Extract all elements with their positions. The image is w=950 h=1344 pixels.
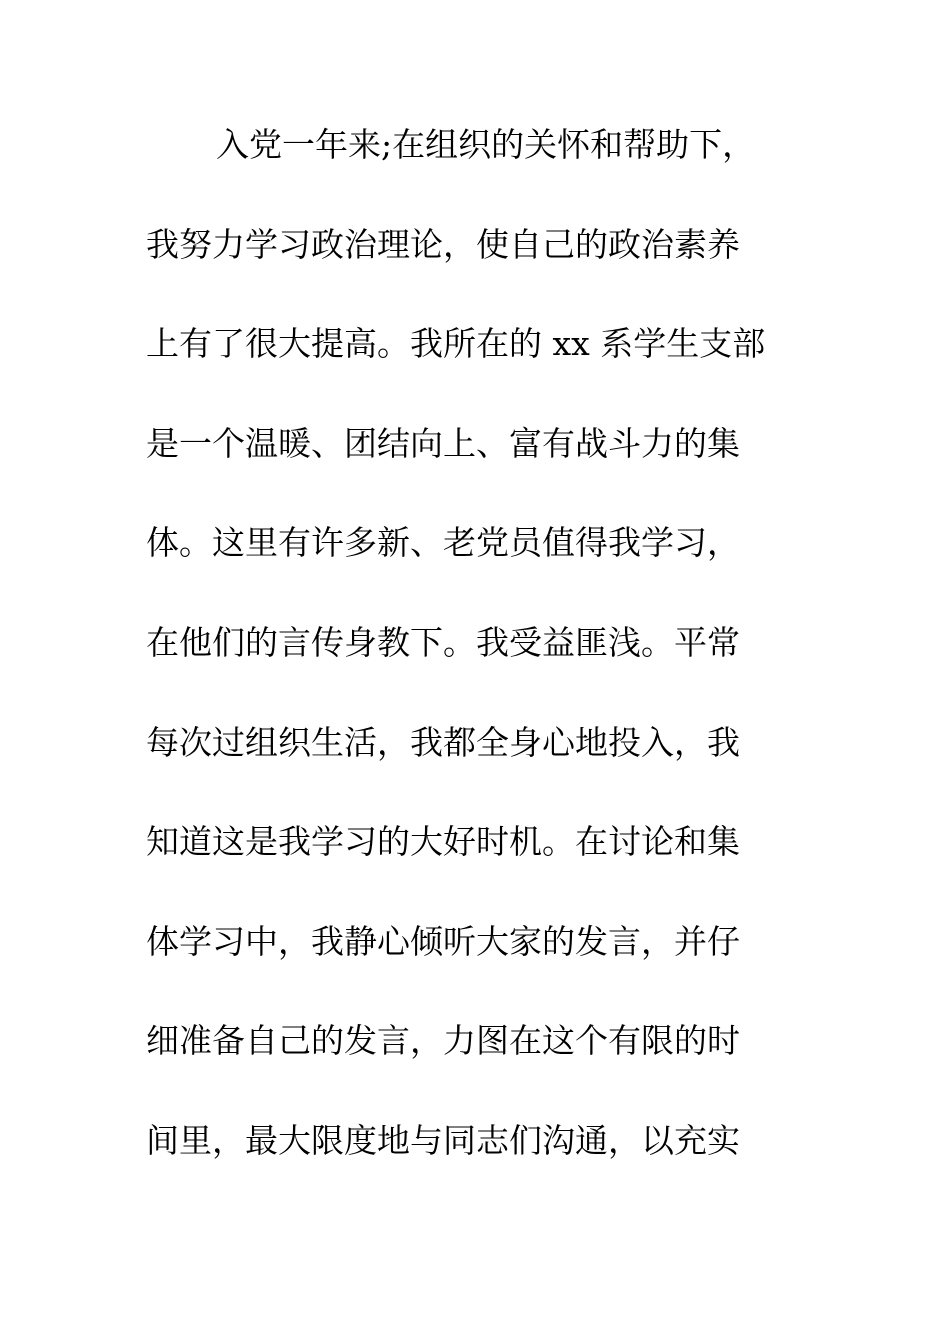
text-line: 我努力学习政治理论，使自己的政治素养 (146, 224, 740, 264)
text-line: 每次过组织生活，我都全身心地投入，我 (146, 722, 740, 762)
text-line: 间里，最大限度地与同志们沟通，以充实 (146, 1120, 740, 1160)
text-line: 体学习中，我静心倾听大家的发言，并仔 (146, 921, 740, 961)
text-line: 体。这里有许多新、老党员值得我学习， (146, 523, 740, 563)
text-line: 上有了很大提高。我所在的 xx 系学生支部 (146, 324, 766, 364)
text-line: 在他们的言传身教下。我受益匪浅。平常 (146, 622, 740, 662)
text-line: 是一个温暖、团结向上、富有战斗力的集 (146, 423, 740, 463)
body-paragraph (146, 125, 806, 1224)
text-line: 入党一年来;在组织的关怀和帮助下， (216, 125, 756, 164)
text-line: 知道这是我学习的大好时机。在讨论和集 (146, 822, 740, 862)
text-line: 细准备自己的发言，力图在这个有限的时 (146, 1021, 740, 1061)
